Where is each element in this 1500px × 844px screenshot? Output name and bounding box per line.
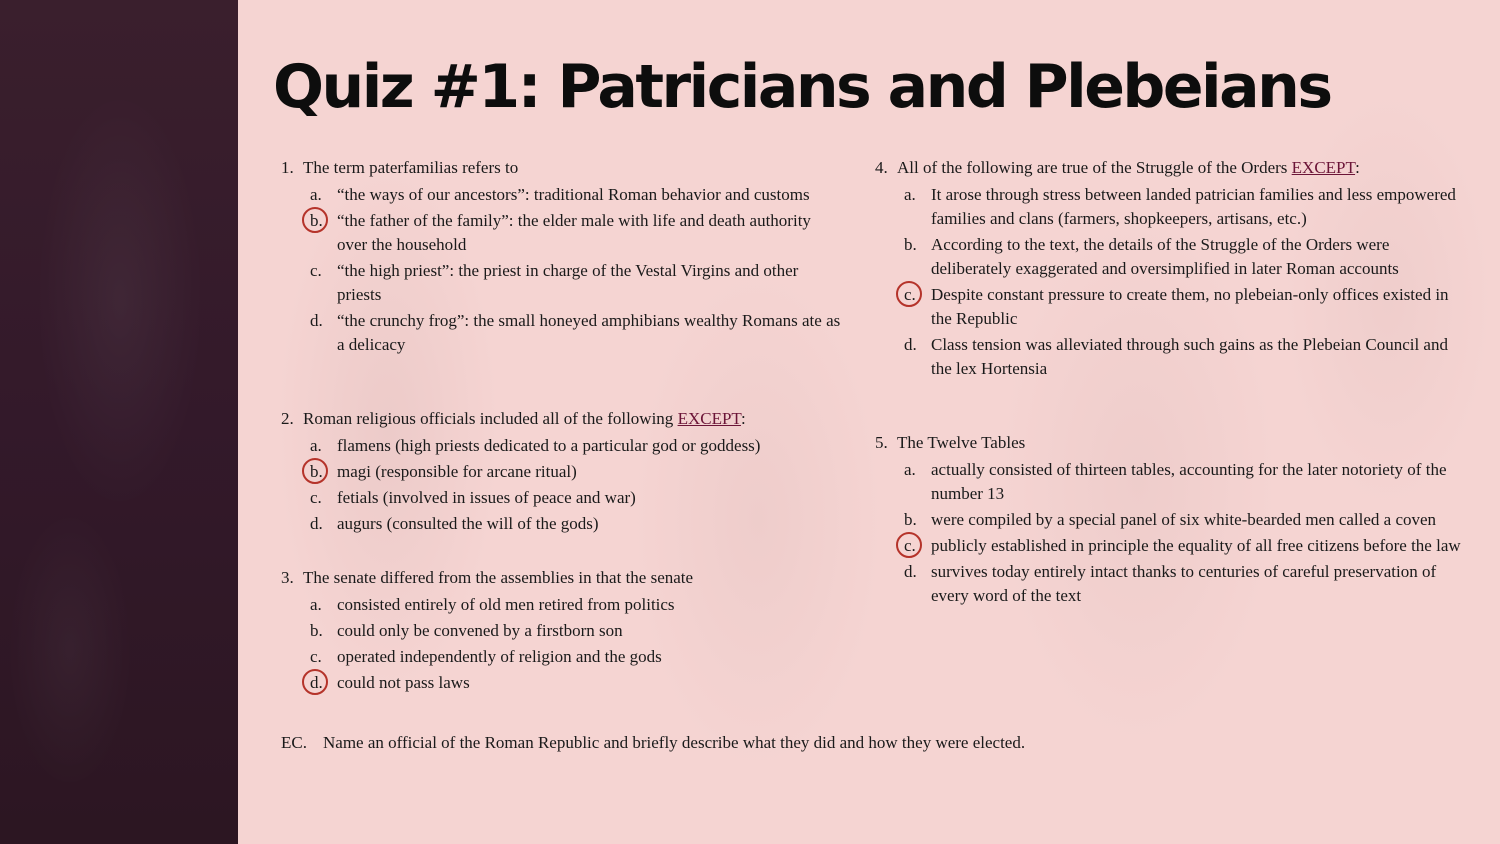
question-suffix: :	[1355, 158, 1360, 177]
option-text: survives today entirely intact thanks to centuries of careful preservation of every word of the text	[931, 562, 1437, 605]
option-letter: c.	[310, 488, 322, 507]
option-text: fetials (involved in issues of peace and war)	[337, 488, 636, 507]
answer-option	[281, 309, 841, 357]
option-letter: d.	[310, 514, 323, 533]
answer-option-circled	[281, 460, 841, 484]
question-suffix: :	[740, 409, 746, 428]
answer-option	[281, 183, 841, 207]
option-letter: d.	[904, 335, 917, 354]
option-letter: b.	[310, 209, 323, 233]
answer-option-circled	[281, 209, 841, 257]
question-number: 3.	[281, 568, 294, 587]
option-text: could only be convened by a firstborn son	[337, 621, 623, 640]
answer-option-circled	[875, 283, 1465, 331]
question-text: The Twelve Tables	[897, 433, 1026, 452]
question-number: 1.	[281, 158, 294, 177]
extra-credit-text: Name an official of the Roman Republic and briefly describe what they did and how they were elected.	[323, 733, 1026, 752]
answer-option	[281, 259, 841, 307]
answer-option-circled	[281, 671, 841, 695]
question-text: Roman religious officials included all of the following	[303, 409, 678, 428]
option-letter: b.	[310, 621, 323, 640]
option-text: operated independently of religion and the gods	[337, 647, 662, 666]
option-list	[875, 183, 1465, 381]
option-letter: d.	[310, 671, 323, 695]
answer-option	[281, 486, 841, 510]
option-letter: c.	[904, 283, 916, 307]
option-letter: a.	[310, 595, 322, 614]
except-keyword: EXCEPT	[677, 409, 741, 428]
quiz-question-2	[281, 407, 841, 538]
question-text: All of the following are true of the Struggle of the Orders	[897, 158, 1292, 177]
question-text: The senate differed from the assemblies in that the senate	[303, 568, 694, 587]
answer-option	[875, 508, 1465, 532]
question-stem	[875, 431, 1465, 455]
quiz-question-5	[875, 431, 1465, 610]
option-text: publicly established in principle the equality of all free citizens before the law	[931, 536, 1461, 555]
option-text: flamens (high priests dedicated to a particular god or goddess)	[337, 436, 761, 455]
option-letter: b.	[904, 510, 917, 529]
option-letter: c.	[310, 261, 322, 280]
quiz-question-3	[281, 566, 841, 697]
answer-option	[281, 434, 841, 458]
answer-option	[875, 183, 1465, 231]
option-text: actually consisted of thirteen tables, accounting for the later notoriety of the number 13	[931, 460, 1447, 503]
extra-credit-label: EC.	[281, 733, 307, 752]
answer-option	[875, 333, 1465, 381]
option-text: consisted entirely of old men retired from politics	[337, 595, 675, 614]
option-text: “the high priest”: the priest in charge of the Vestal Virgins and other priests	[337, 261, 799, 304]
option-letter: c.	[904, 534, 916, 558]
question-number: 4.	[875, 158, 888, 177]
option-text: “the father of the family”: the elder male with life and death authority over the household	[337, 211, 811, 254]
answer-option	[281, 512, 841, 536]
quiz-question-1	[281, 156, 841, 359]
option-letter: a.	[904, 460, 916, 479]
extra-credit	[281, 731, 1025, 755]
option-text: Class tension was alleviated through such gains as the Plebeian Council and the lex Hortensia	[931, 335, 1448, 378]
option-letter: c.	[310, 647, 322, 666]
answer-option	[281, 593, 841, 617]
option-list	[281, 183, 841, 357]
option-text: According to the text, the details of the Struggle of the Orders were deliberately exaggerated and oversimplified in later Roman accounts	[931, 235, 1399, 278]
option-text: “the crunchy frog”: the small honeyed amphibians wealthy Romans ate as a delicacy	[337, 311, 841, 354]
option-letter: d.	[310, 311, 323, 330]
answer-option	[875, 458, 1465, 506]
question-number: 5.	[875, 433, 888, 452]
answer-option	[281, 645, 841, 669]
option-letter: d.	[904, 562, 917, 581]
slide-title: Quiz #1: Patricians and Plebeians	[273, 52, 1331, 122]
option-text: could not pass laws	[337, 673, 470, 692]
question-number: 2.	[281, 409, 294, 428]
question-text: The term paterfamilias refers to	[303, 158, 519, 177]
option-text: It arose through stress between landed patrician families and less empowered families and clans (farmers, shopkeepers, artisans, etc.)	[931, 185, 1456, 228]
except-keyword: EXCEPT	[1291, 158, 1356, 177]
question-stem	[281, 407, 841, 431]
option-letter: b.	[310, 460, 323, 484]
quiz-question-4	[875, 156, 1465, 383]
option-letter: b.	[904, 235, 917, 254]
answer-option	[281, 619, 841, 643]
option-list	[875, 458, 1465, 608]
option-text: magi (responsible for arcane ritual)	[337, 462, 577, 481]
option-letter: a.	[904, 185, 916, 204]
option-text: were compiled by a special panel of six white-bearded men called a coven	[931, 510, 1437, 529]
question-stem	[281, 156, 841, 180]
sidebar-panel	[0, 0, 238, 844]
answer-option	[875, 560, 1465, 608]
answer-option	[875, 233, 1465, 281]
option-letter: a.	[310, 185, 322, 204]
question-stem	[875, 156, 1465, 180]
option-letter: a.	[310, 436, 322, 455]
question-stem	[281, 566, 841, 590]
answer-option-circled	[875, 534, 1465, 558]
option-text: augurs (consulted the will of the gods)	[337, 514, 599, 533]
option-text: “the ways of our ancestors”: traditional Roman behavior and customs	[337, 185, 810, 204]
option-list	[281, 593, 841, 695]
option-list	[281, 434, 841, 536]
option-text: Despite constant pressure to create them, no plebeian-only offices existed in the Republic	[931, 285, 1449, 328]
